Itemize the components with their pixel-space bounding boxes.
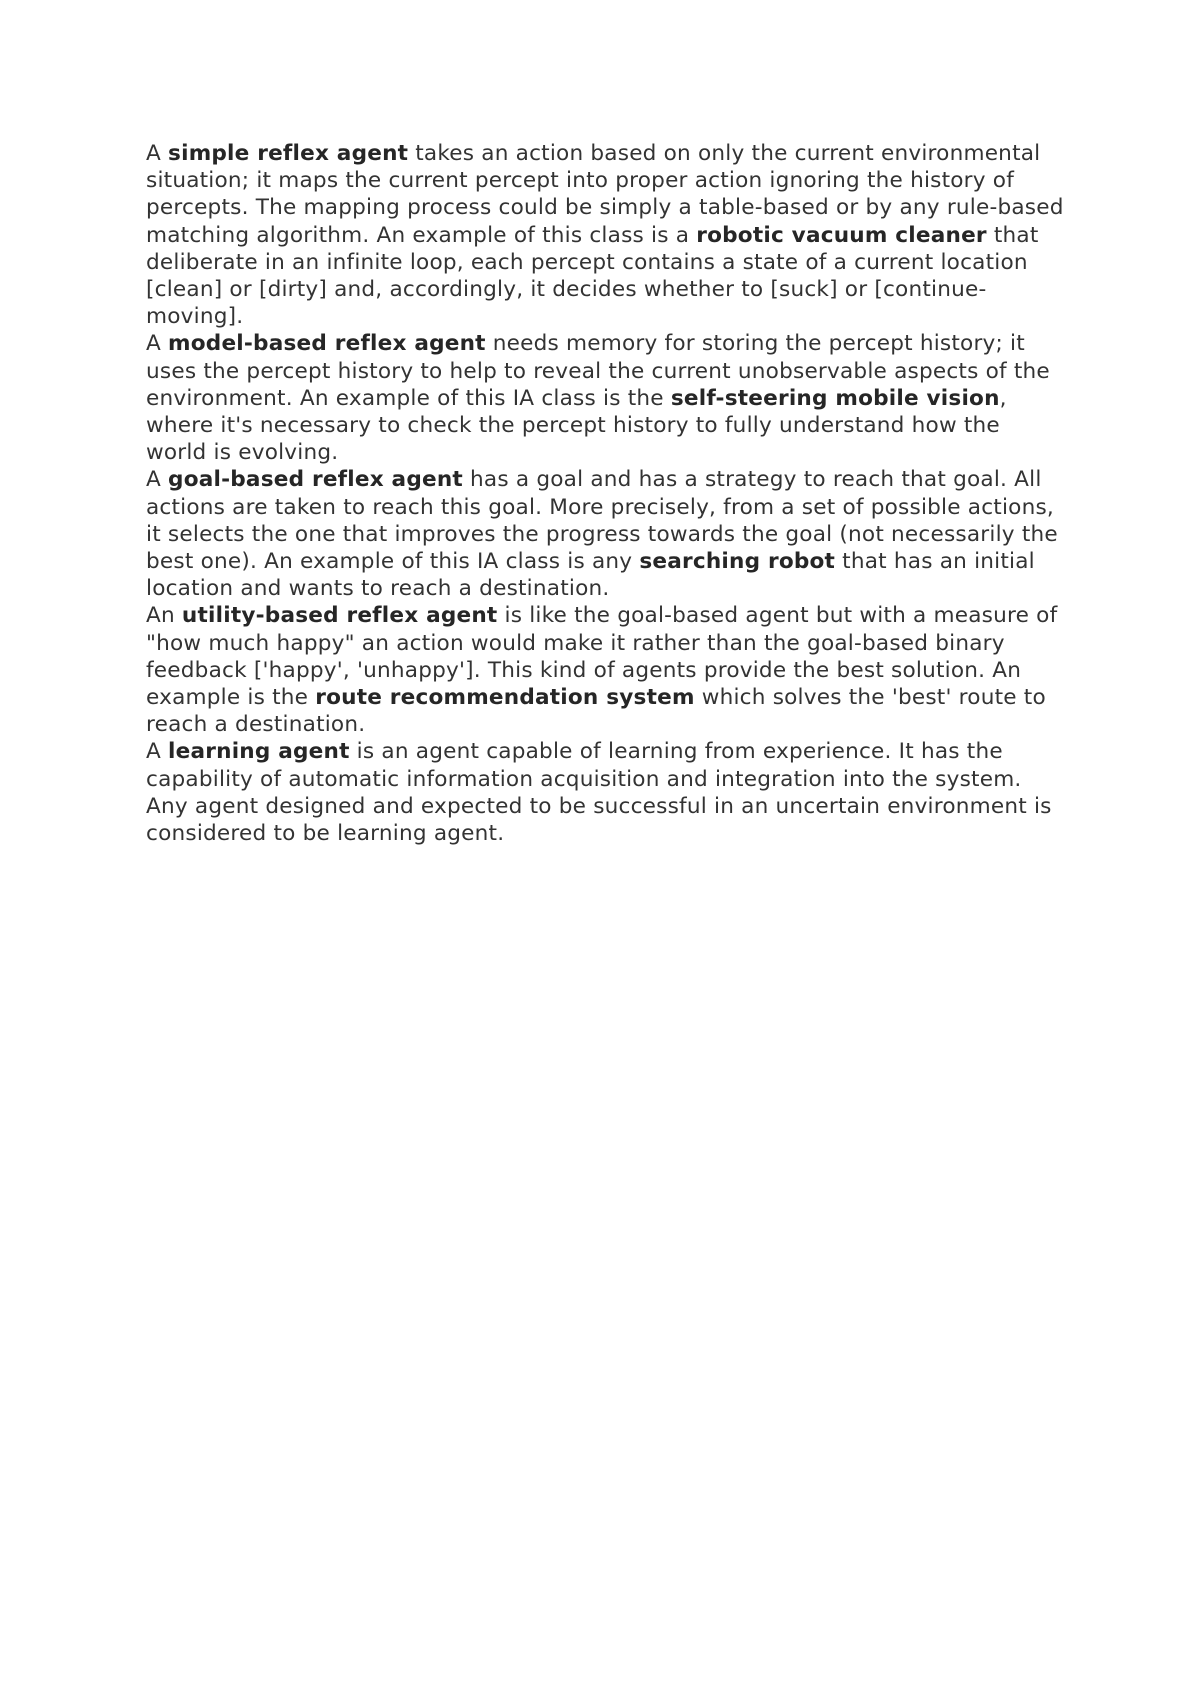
document-page (146, 140, 1066, 847)
paragraph-utility-based-reflex-agent (146, 602, 1066, 738)
term-goal-based-reflex-agent: goal-based reflex agent (168, 467, 463, 493)
term-utility-based-reflex-agent: utility-based reflex agent (181, 603, 498, 629)
text-run: is an agent capable of learning from experience. It has the capability of automatic information acquisition and integration into the system. Any agent designed and expected to be successful in an uncertain environment is considered to be learning agent. (146, 739, 1052, 847)
text-run: A (146, 467, 169, 493)
text-run: has a goal and has a strategy to reach that goal. All actions are taken to reach this goal. More precisely, from a set of possible actions, it selects the one that improves the progress towards the goal (not necessarily the best one). An example of this IA class is any (146, 467, 1058, 575)
term-simple-reflex-agent: simple reflex agent (168, 141, 409, 166)
text-run: takes an action based on only the current environmental situation; it maps the current percept into proper action ignoring the history of percepts. The mapping process could be simply a table-based or by any rule-based matching algorithm. An example of this class is a (146, 141, 1064, 248)
term-learning-agent: learning agent (168, 739, 350, 765)
text-run: A (146, 141, 169, 166)
term-robotic-vacuum-cleaner: robotic vacuum cleaner (696, 222, 987, 248)
paragraph-simple-reflex-agent (146, 140, 1066, 330)
text-run: A (146, 331, 169, 357)
text-run: A (146, 739, 169, 765)
paragraph-goal-based-reflex-agent (146, 466, 1066, 602)
term-searching-robot: searching robot (639, 549, 836, 575)
term-self-steering-mobile-vision: self-steering mobile vision (670, 385, 1000, 411)
paragraph-learning-agent (146, 738, 1066, 847)
paragraph-model-based-reflex-agent (146, 330, 1066, 466)
text-run: which solves the 'best' route to reach a destination. (146, 685, 1046, 738)
text-run: that deliberate in an infinite loop, each percept contains a state of a current location [clean] or [dirty] and, accordingly, it decides whether to [suck] or [continue-moving]. (146, 222, 1039, 330)
term-route-recommendation-system: route recommendation system (315, 685, 695, 711)
text-run: An (146, 603, 182, 629)
term-model-based-reflex-agent: model-based reflex agent (168, 331, 486, 357)
text-run: needs memory for storing the percept history; it uses the percept history to help to reveal the current unobservable aspects of the environment. An example of this IA class is the (146, 331, 1050, 411)
text-run: , where it's necessary to check the percept history to fully understand how the world is evolving. (146, 385, 1007, 466)
text-run: that has an initial location and wants to reach a destination. (146, 549, 1035, 602)
text-run: is like the goal-based agent but with a measure of "how much happy" an action would make it rather than the goal-based binary feedback ['happy', 'unhappy']. This kind of agents provide the best solution. An example is the (146, 603, 1058, 711)
